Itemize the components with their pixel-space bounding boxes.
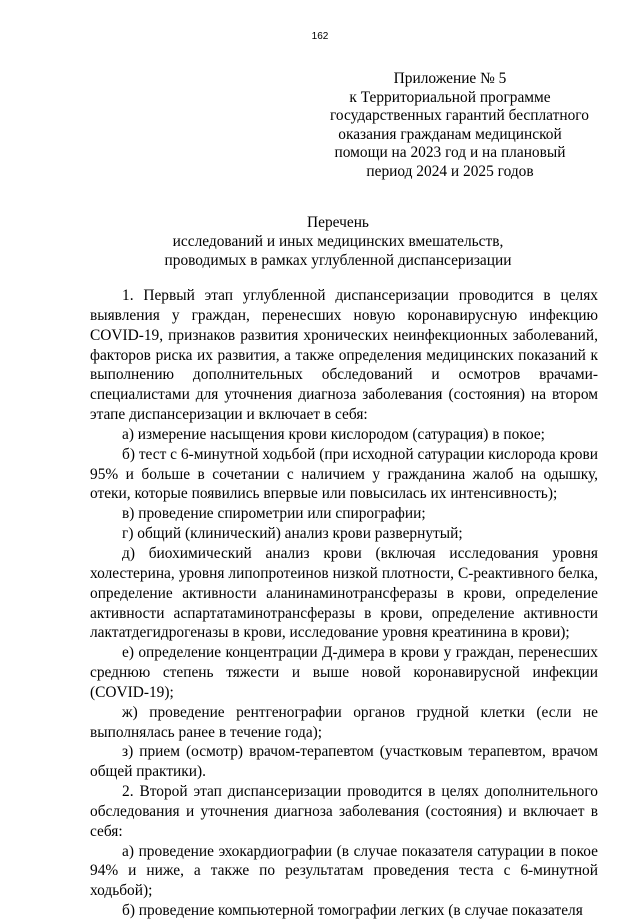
appendix-line: государственных гарантий бесплатного [330,107,589,125]
paragraph: 2. Второй этап диспансеризации проводится в целях дополнительного обследования и уточнения диагноза заболевания (состояния) и включает в себя: [90,783,598,840]
document-body [90,286,598,921]
appendix-header [330,70,589,182]
paragraph: а) проведение эхокардиографии (в случае показателя сатурации в покое 94% и ниже, а также по результатам проведения теста с 6-минутной ходьбой); [90,842,598,900]
paragraph: а) измерение насыщения крови кислородом (сатурация) в покое; [122,425,545,443]
title-line: исследований и иных медицинских вмешательств, [172,233,504,250]
page-number: 162 [311,31,329,42]
document-title [0,213,640,270]
paragraph: д) биохимический анализ крови (включая исследования уровня холестерина, уровня липопротеинов низкой плотности, С-реактивного белка, определение активности аланинаминотрансферазы в крови, определение активности аспартатаминотрансферазы в крови, определение активности лактатдегидрогеназы в крови, исследование уровня креатинина в крови); [90,544,598,642]
paragraph: б) тест с 6-минутной ходьбой (при исходной сатурации кислорода крови 95% и больше в сочетании с наличием у гражданина жалоб на одышку, отеки, которые появились впервые или повысилась их интенсивность); [90,445,598,503]
title-line: Перечень [307,214,369,231]
paragraph: з) прием (осмотр) врачом-терапевтом (участковым терапевтом, врачом общей практики). [90,743,598,781]
paragraph: ж) проведение рентгенографии органов грудной клетки (если не выполнялась ранее в течение года); [90,703,598,741]
paragraph: г) общий (клинический) анализ крови развернутый; [122,525,463,543]
appendix-line: период 2024 и 2025 годов [366,162,534,180]
title-line: проводимых в рамках углубленной диспансеризации [164,252,512,269]
appendix-line: помощи на 2023 год и на плановый [334,144,566,162]
appendix-line: оказания гражданам медицинской [338,125,562,143]
appendix-line: Приложение № 5 [393,70,507,87]
appendix-line: к Территориальной программе [349,88,551,106]
paragraph: е) определение концентрации Д-димера в крови у граждан, перенесших среднюю степень тяжести и выше новой коронавирусной инфекции (COVID-19); [90,644,598,701]
paragraph: б) проведение компьютерной томографии легких (в случае показателя [122,902,583,920]
paragraph: в) проведение спирометрии или спирографии; [122,505,426,523]
paragraph: 1. Первый этап углубленной диспансеризации проводится в целях выявления у граждан, перенесших новую коронавирусную инфекцию COVID-19, признаков развития хронических неинфекционных заболеваний, факторов риска их развития, а также определения медицинских показаний к выполнению дополнительных обследований и осмотров врачами-специалистами для уточнения диагноза заболевания (состояния) на втором этапе диспансеризации и включает в себя: [90,287,598,424]
